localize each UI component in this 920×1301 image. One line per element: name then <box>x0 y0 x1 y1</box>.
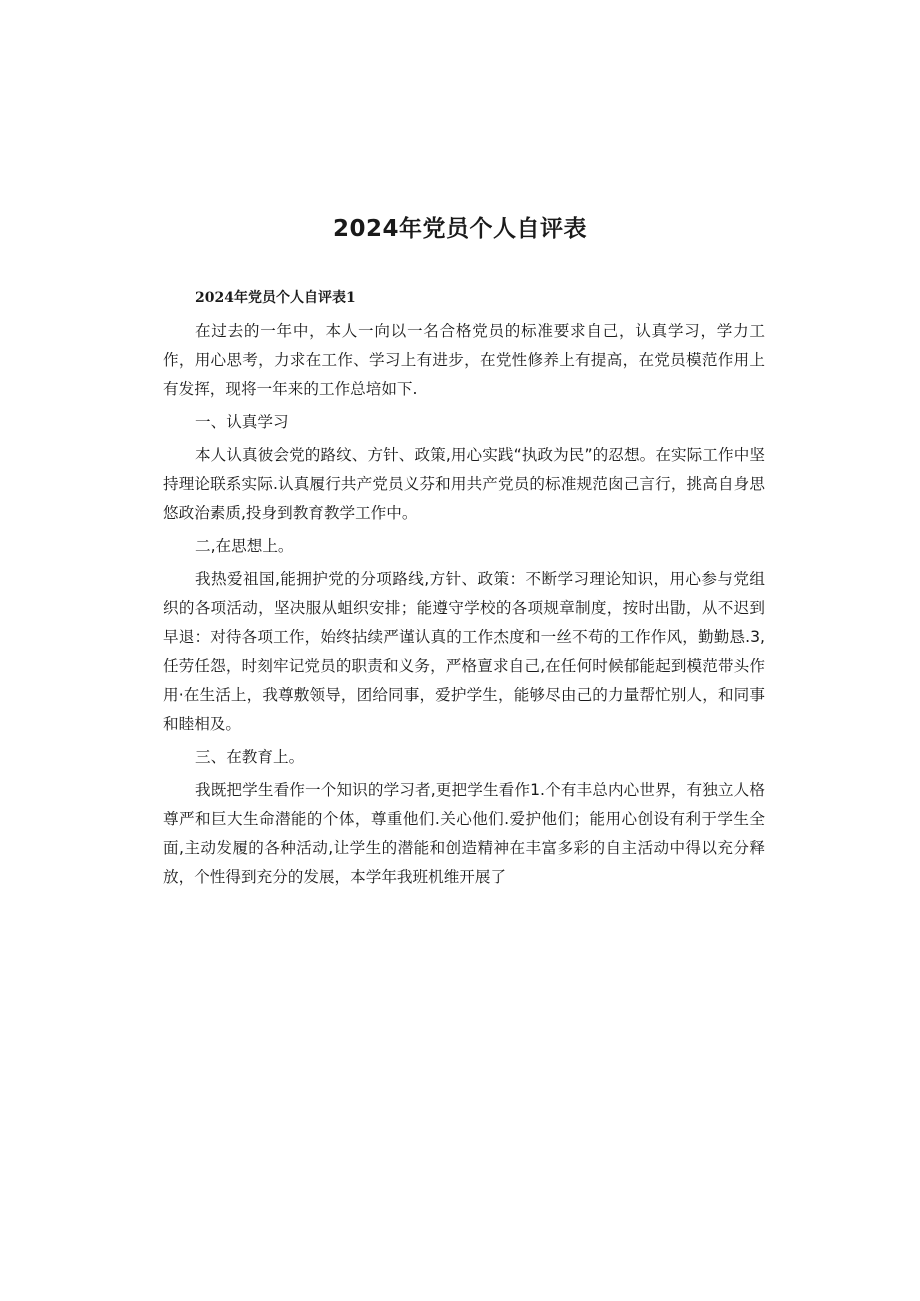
intro-paragraph: 在过去的一年中，本人一向以一名合格党员的标准要求自己，认真学习，学力工作，用心思考，力求在工作、学习上有进步，在党性修养上有提高，在党员模范作用上有发挥，现将一年来的工作总培如下. <box>163 322 765 398</box>
section-heading-ideology: 二,在思想上。 <box>195 537 294 555</box>
document-title: 2024年党员个人自评表 <box>332 216 587 242</box>
section-paragraph-study: 本人认真彼会党的路纹、方针、政策,用心实践“执政为民”的忍想。在实际工作中坚持理论联系实际.认真履行共产党员义芬和用共产党员的标准规范囱己言行，挑高自身思悠政治素质,投身到教育教学工作中。 <box>163 446 765 522</box>
section-paragraph-ideology: 我热爱祖国,能拥护党的分项路线,方针、政策：不断学习理论知识，用心参与党组织的各项活动，坚决服从蛆织安排；能遵守学校的各项规章制度，按时出勖，从不迟到早退：对待各项工作，始终拈续严谨认真的工作杰度和一丝不苟的工作作风，勤勤恳.3,任劳任怨，时刻牢记党员的职责和义务，严格亶求自己,在任何时候郁能起到模范带头作用·在生活上，我尊敷领导，团给同事，爱护学生，能够尽由己的力量帮忙别人，和同事和睦相及。 <box>163 570 765 733</box>
document-subtitle: 2024年党员个人自评表1 <box>195 290 356 306</box>
document-body <box>163 284 765 896</box>
section-paragraph-education: 我既把学生看作一个知识的学习者,更把学生看作1.个有丰总内心世界，有独立人格尊严和巨大生命潜能的个体，尊重他们.关心他们.爱护他们；能用心创设有利于学生全面,主动发履的各种活动,让学生的潜能和创造精神在丰富多彩的自主活动中得以充分释放，个性得到充分的发展，本学年我班机维开展了 <box>163 781 765 886</box>
section-heading-study: 一、认真学习 <box>195 413 289 431</box>
section-heading-education: 三、在教育上。 <box>195 748 305 766</box>
